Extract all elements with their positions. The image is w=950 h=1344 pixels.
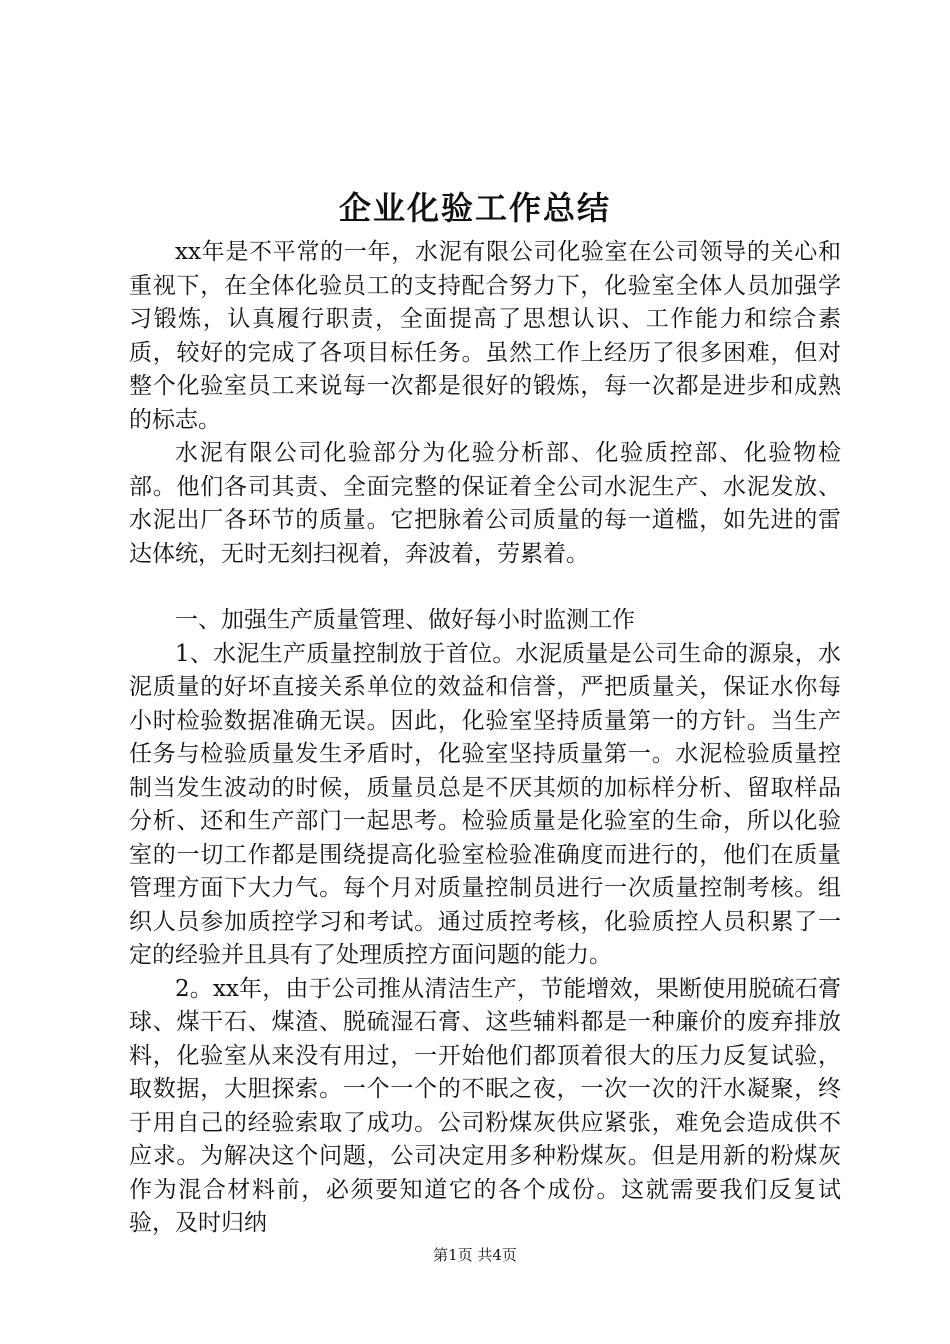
- page-number: 第1页 共4页: [433, 1246, 517, 1264]
- section-heading: 一、加强生产质量管理、做好每小时监测工作: [175, 607, 635, 633]
- paragraph-spacer: [129, 571, 841, 604]
- quality-control-paragraph: 1、水泥生产质量控制放于首位。水泥质量是公司生命的源泉，水泥质量的好坏直接关系单位的效益和信誉，严把质量关，保证水你每小时检验数据准确无误。因此，化验室坚持质量第一的方针。当生产任务与检验质量发生矛盾时，化验室坚持质量第一。水泥检验质量控制当发生波动的时候，质量员总是不厌其烦的加标样分析、留取样品分析、还和生产部门一起思考。检验质量是化验室的生命，所以化验室的一切工作都是围绕提高化验室检验准确度而进行的，他们在质量管理方面下大力气。每个月对质量控制员进行一次质量控制考核。组织人员参加质控学习和考试。通过质控考核，化验质控人员积累了一定的经验并且具有了处理质控方面问题的能力。: [129, 640, 841, 968]
- department-paragraph: 水泥有限公司化验部分为化验分析部、化验质控部、化验物检部。他们各司其责、全面完整的保证着全公司水泥生产、水泥发放、水泥出厂各环节的质量。它把脉着公司质量的每一道槛，如先进的雷达体统，无时无刻扫视着，奔波着，劳累着。: [129, 440, 841, 567]
- materials-paragraph: 2。xx年，由于公司推从清洁生产，节能增效，果断使用脱硫石膏球、煤干石、煤渣、脱硫湿石膏、这些辅料都是一种廉价的废弃排放料，化验室从来没有用过，一开始他们都顶着很大的压力反复试验，取数据，大胆探索。一个一个的不眠之夜，一次一次的汗水凝聚，终于用自己的经验索取了成功。公司粉煤灰供应紧张，难免会造成供不应求。为解决这个问题，公司决定用多种粉煤灰。但是用新的粉煤灰作为混合材料前，必须要知道它的各个成份。这就需要我们反复试验，及时归纳: [129, 975, 841, 1236]
- document-body: [129, 236, 841, 1241]
- document-title: 企业化验工作总结: [338, 189, 611, 227]
- intro-paragraph: xx年是不平常的一年，水泥有限公司化验室在公司领导的关心和重视下，在全体化验员工的支持配合努力下，化验室全体人员加强学习锻炼，认真履行职责，全面提高了思想认识、工作能力和综合素质，较好的完成了各项目标任务。虽然工作上经历了很多困难，但对整个化验室员工来说每一次都是很好的锻炼，每一次都是进步和成熟的标志。: [129, 239, 841, 433]
